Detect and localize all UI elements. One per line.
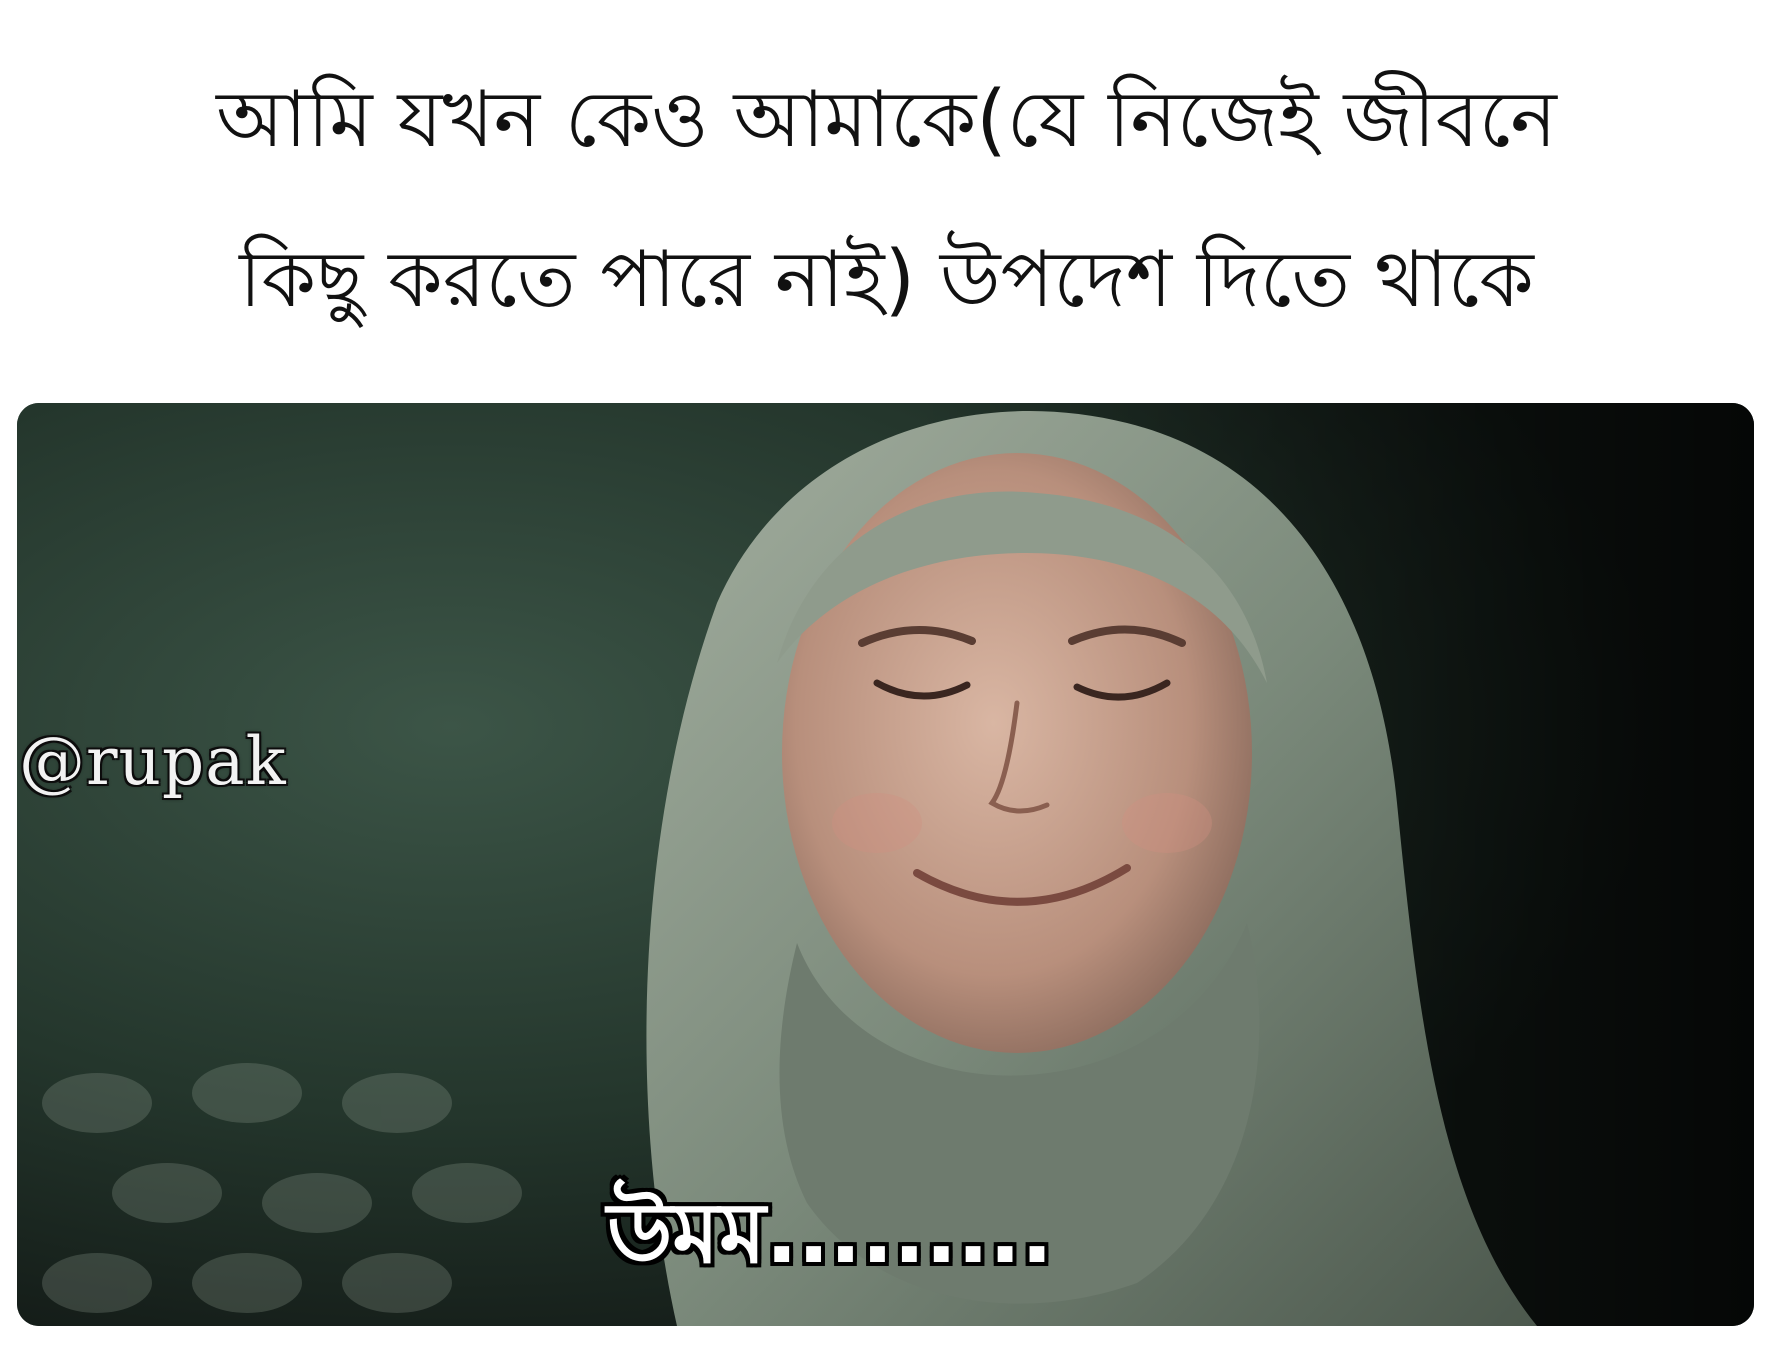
caption-line-1: আমি যখন কেও আমাকে(যে নিজেই জীবনে [216, 75, 1557, 165]
watermark-handle: @rupak [19, 723, 287, 800]
meme-subtitle: উমম......... [607, 1184, 1053, 1282]
meme-photo [17, 403, 1754, 1326]
meme-caption [0, 40, 1773, 360]
caption-line-2: কিছু করতে পারে নাই) উপদেশ দিতে থাকে [239, 235, 1534, 325]
